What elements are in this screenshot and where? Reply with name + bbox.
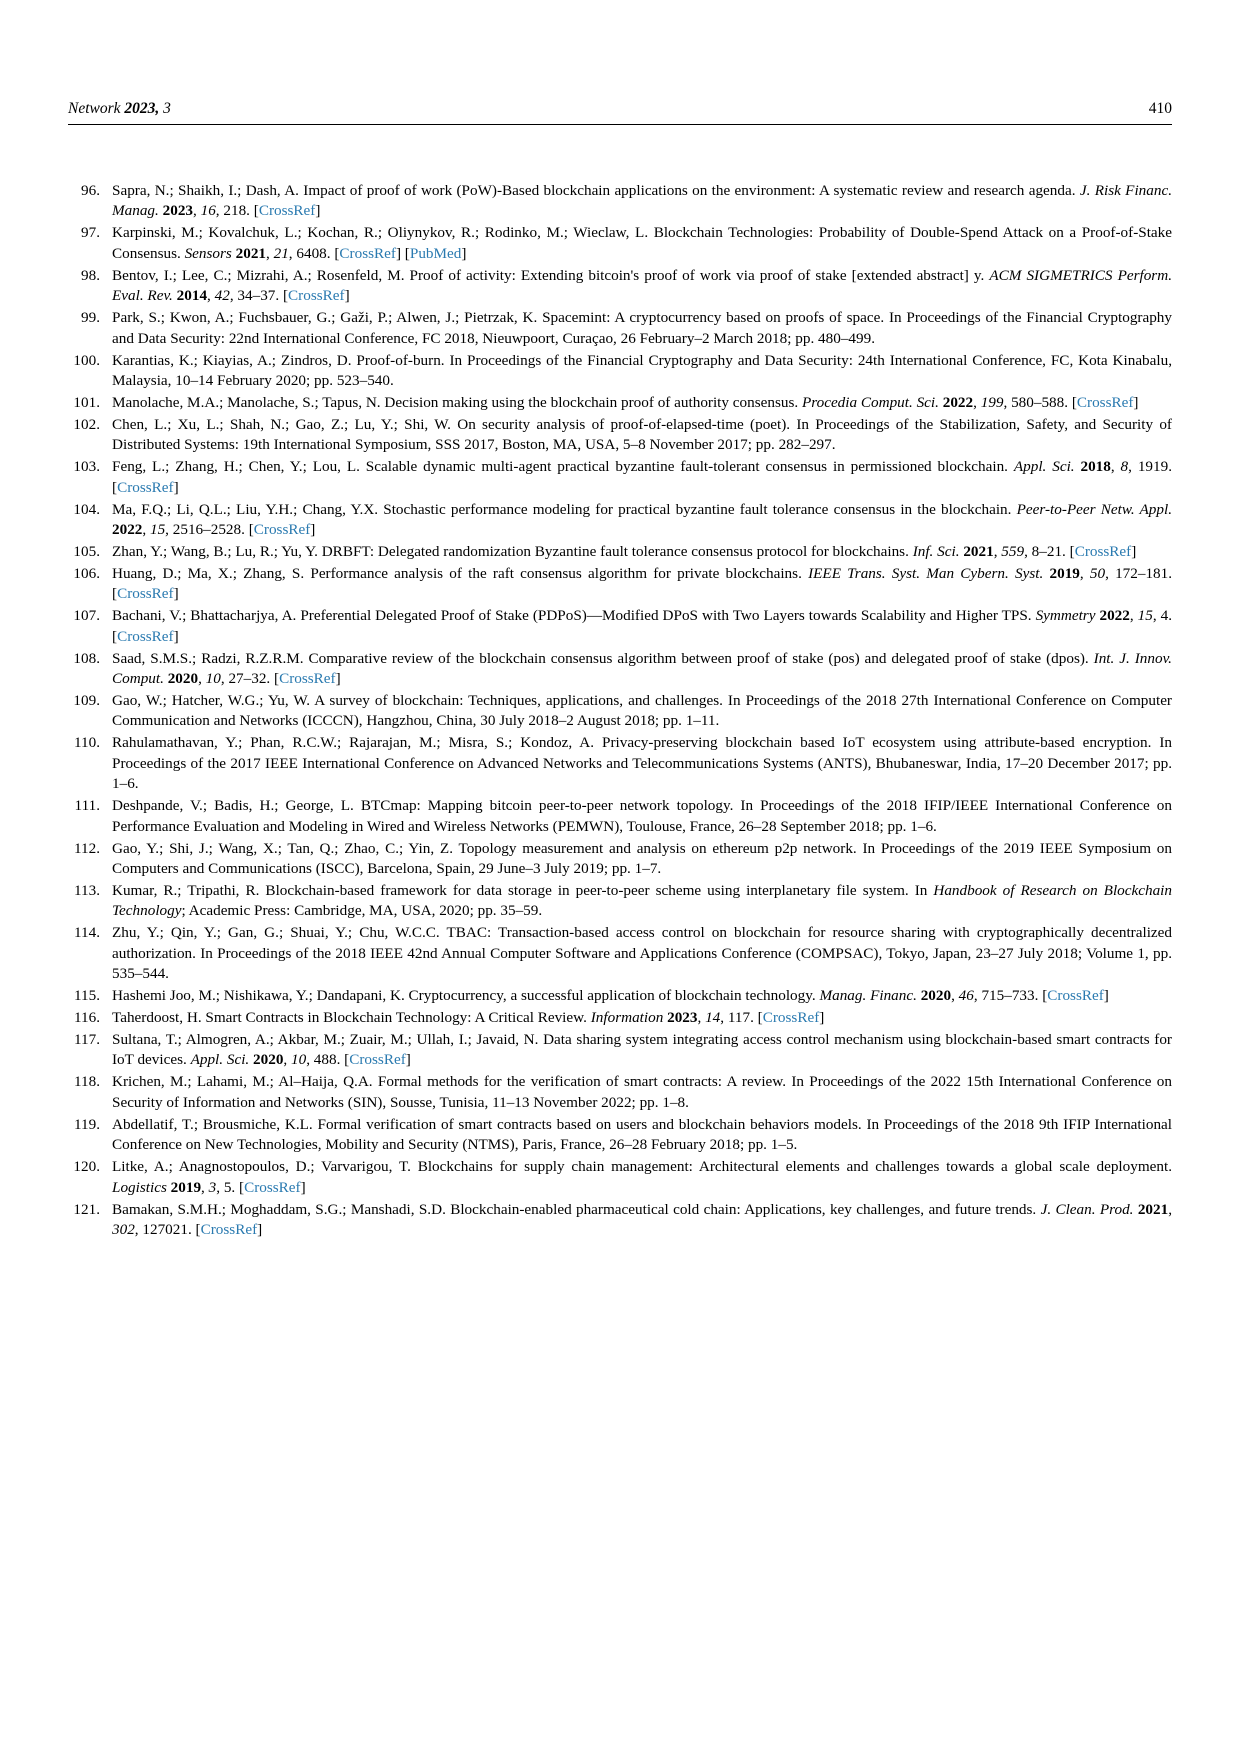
reference-item: [68, 733, 1172, 794]
reference-text: Gao, Y.; Shi, J.; Wang, X.; Tan, Q.; Zhao, C.; Yin, Z. Topology measurement and analysis on ethereum p2p network. In Proceedings of the 2019 IEEE Symposium on Computers and Communications (ISCC), Barcelona, Spain, 29 June–3 July 2019; pp. 1–7.: [112, 839, 1172, 877]
reference-text: Ma, F.Q.; Li, Q.L.; Liu, Y.H.; Chang, Y.X. Stochastic performance modeling for practical byzantine fault tolerance consensus in the blockchain. Peer-to-Peer Netw. Appl. 2022, 15, 2516–2528. [CrossRef]: [112, 500, 1172, 538]
reference-list: [68, 181, 1172, 1240]
crossref-link[interactable]: CrossRef: [288, 287, 345, 305]
reference-item: [68, 606, 1172, 647]
crossref-link[interactable]: CrossRef: [258, 202, 316, 220]
reference-text: Kumar, R.; Tripathi, R. Blockchain-based framework for data storage in peer-to-peer scheme using interplanetary file system. In Handbook of Research on Blockchain Technology; Academic Press: Cambridge, MA, USA, 2020; pp. 35–59.: [112, 881, 1172, 920]
reference-item: [68, 181, 1172, 222]
crossref-link[interactable]: CrossRef: [200, 1220, 258, 1238]
reference-text: Saad, S.M.S.; Radzi, R.Z.R.M. Comparative review of the blockchain consensus algorithm between proof of stake (pos) and delegated proof of stake (dpos). Int. J. Innov. Comput. 2020, 10, 27–32. [CrossRef]: [112, 649, 1172, 688]
reference-text: Karantias, K.; Kiayias, A.; Zindros, D. Proof-of-burn. In Proceedings of the Financial Cryptography and Data Security: 24th International Conference, FC, Kota Kinabalu, Malaysia, 10–14 February 2020; pp. 523–540.: [112, 351, 1172, 389]
reference-item: [68, 415, 1172, 456]
reference-text: Bentov, I.; Lee, C.; Mizrahi, A.; Rosenfeld, M. Proof of activity: Extending bitcoin's proof of work via proof of stake [extended abstract] y. ACM SIGMETRICS Perform. Eval. Rev. 2014, 42, 34–37. [CrossRef]: [112, 266, 1172, 305]
reference-number: 115.: [73, 987, 100, 1005]
reference-number: 106.: [73, 564, 100, 582]
reference-text: Rahulamathavan, Y.; Phan, R.C.W.; Rajarajan, M.; Misra, S.; Kondoz, A. Privacy-preserving blockchain based IoT ecosystem using attribute-based encryption. In Proceedings of the 2017 IEEE International Conference on Advanced Networks and Telecommunications Systems (ANTS), Bhubaneswar, India, 17–20 December 2017; pp. 1–6.: [112, 734, 1172, 793]
reference-number: 101.: [73, 393, 100, 411]
reference-number: 113.: [73, 881, 100, 899]
journal-year: 2023: [124, 100, 156, 117]
reference-item: [68, 796, 1172, 837]
reference-item: [68, 986, 1172, 1006]
crossref-link[interactable]: PubMed: [409, 244, 462, 262]
reference-number: 110.: [73, 734, 100, 752]
crossref-link[interactable]: CrossRef: [1047, 987, 1104, 1005]
reference-text: Hashemi Joo, M.; Nishikawa, Y.; Dandapani, K. Cryptocurrency, a successful application of blockchain technology. Manag. Financ. 2020, 46, 715–733. [CrossRef]: [112, 987, 1109, 1005]
page-header: [68, 100, 1172, 125]
reference-number: 117.: [73, 1031, 100, 1048]
crossref-link[interactable]: CrossRef: [1076, 393, 1134, 411]
reference-number: 112.: [73, 839, 100, 857]
reference-item: [68, 1030, 1172, 1071]
reference-text: Feng, L.; Zhang, H.; Chen, Y.; Lou, L. Scalable dynamic multi-agent practical byzantine fault-tolerant consensus in permissioned blockchain. Appl. Sci. 2018, 8, 1919. [CrossRef]: [112, 458, 1172, 496]
reference-text: Sapra, N.; Shaikh, I.; Dash, A. Impact of proof of work (PoW)-Based blockchain applications on the environment: A systematic review and research agenda. J. Risk Financ. Manag. 2023, 16, 218. [CrossRef]: [112, 182, 1172, 220]
reference-number: 97.: [81, 224, 100, 242]
reference-text: Manolache, M.A.; Manolache, S.; Tapus, N. Decision making using the blockchain proof of authority consensus. Procedia Comput. Sci. 2022, 199, 580–588. [CrossRef]: [112, 393, 1139, 411]
reference-text: Sultana, T.; Almogren, A.; Akbar, M.; Zuair, M.; Ullah, I.; Javaid, N. Data sharing system integrating access control mechanism using blockchain-based smart contracts for IoT devices. Appl. Sci. 2020, 10, 488. [CrossRef]: [112, 1031, 1172, 1069]
crossref-link[interactable]: CrossRef: [244, 1178, 301, 1196]
reference-text: Deshpande, V.; Badis, H.; George, L. BTCmap: Mapping bitcoin peer-to-peer network topology. In Proceedings of the 2018 IFIP/IEEE International Conference on Performance Evaluation and Modeling in Wired and Wireless Networks (PEMWN), Toulouse, France, 26–28 September 2018; pp. 1–6.: [112, 797, 1172, 835]
reference-item: [68, 223, 1172, 264]
crossref-link[interactable]: CrossRef: [117, 585, 174, 603]
reference-number: 98.: [81, 266, 100, 284]
crossref-link[interactable]: CrossRef: [117, 478, 174, 496]
reference-text: Zhan, Y.; Wang, B.; Lu, R.; Yu, Y. DRBFT: Delegated randomization Byzantine fault tolerance consensus protocol for blockchains. Inf. Sci. 2021, 559, 8–21. [CrossRef]: [112, 542, 1137, 560]
reference-number: 107.: [73, 607, 100, 625]
reference-text: Bachani, V.; Bhattacharjya, A. Preferential Delegated Proof of Stake (PDPoS)—Modified DPoS with Two Layers towards Scalability and Higher TPS. Symmetry 2022, 15, 4. [CrossRef]: [112, 607, 1173, 645]
reference-text: Karpinski, M.; Kovalchuk, L.; Kochan, R.; Oliynykov, R.; Rodinko, M.; Wieclaw, L. Blockchain Technologies: Probability of Double-Spend Attack on a Proof-of-Stake Consensus. Sensors 2021, 21, 6408. [CrossRef] [PubMed]: [112, 224, 1172, 262]
reference-number: 96.: [81, 182, 100, 199]
reference-text: Chen, L.; Xu, L.; Shah, N.; Gao, Z.; Lu, Y.; Shi, W. On security analysis of proof-of-elapsed-time (poet). In Proceedings of the Stabilization, Safety, and Security of Distributed Systems: 19th International Symposium, SSS 2017, Boston, MA, USA, 5–8 November 2017; pp. 282–297.: [112, 415, 1172, 454]
reference-item: [68, 393, 1172, 413]
reference-item: [68, 542, 1172, 562]
reference-text: Huang, D.; Ma, X.; Zhang, S. Performance analysis of the raft consensus algorithm for private blockchains. IEEE Trans. Syst. Man Cybern. Syst. 2019, 50, 172–181. [CrossRef]: [112, 564, 1173, 603]
reference-text: Zhu, Y.; Qin, Y.; Gan, G.; Shuai, Y.; Chu, W.C.C. TBAC: Transaction-based access control on blockchain for resource sharing with cryptographically decentralized authorization. In Proceedings of the 2018 IEEE 42nd Annual Computer Software and Applications Conference (COMPSAC), Tokyo, Japan, 23–27 July 2018; Volume 1, pp. 535–544.: [112, 924, 1172, 983]
crossref-link[interactable]: CrossRef: [349, 1051, 406, 1069]
reference-number: 114.: [73, 924, 100, 942]
reference-number: 119.: [73, 1115, 100, 1133]
crossref-link[interactable]: CrossRef: [1074, 542, 1132, 560]
crossref-link[interactable]: CrossRef: [117, 627, 174, 645]
reference-number: 104.: [73, 500, 100, 518]
reference-number: 99.: [81, 309, 100, 327]
crossref-link[interactable]: CrossRef: [253, 521, 311, 538]
reference-number: 103.: [73, 458, 100, 476]
reference-number: 108.: [73, 649, 100, 667]
reference-item: [68, 500, 1172, 541]
reference-item: [68, 923, 1172, 984]
reference-number: 121.: [73, 1200, 100, 1218]
reference-number: 102.: [73, 415, 100, 433]
crossref-link[interactable]: CrossRef: [279, 670, 336, 688]
crossref-link[interactable]: CrossRef: [762, 1009, 820, 1027]
reference-text: Krichen, M.; Lahami, M.; Al–Haija, Q.A. Formal methods for the verification of smart contracts: A review. In Proceedings of the 2022 15th International Conference on Security of Information and Networks (SIN), Sousse, Tunisia, 11–13 November 2022; pp. 1–8.: [112, 1073, 1172, 1111]
reference-item: [68, 1008, 1172, 1028]
reference-text: Bamakan, S.M.H.; Moghaddam, S.G.; Manshadi, S.D. Blockchain-enabled pharmaceutical cold chain: Applications, key challenges, and future trends. J. Clean. Prod. 2021, 302, 127021. [CrossRef]: [112, 1200, 1172, 1238]
reference-item: [68, 266, 1172, 307]
reference-item: [68, 691, 1172, 732]
reference-text: Taherdoost, H. Smart Contracts in Blockchain Technology: A Critical Review. Information 2023, 14, 117. [CrossRef]: [112, 1009, 825, 1027]
reference-item: [68, 1115, 1172, 1156]
reference-item: [68, 881, 1172, 922]
reference-item: [68, 457, 1172, 498]
reference-text: Gao, W.; Hatcher, W.G.; Yu, W. A survey of blockchain: Techniques, applications, and challenges. In Proceedings of the 2018 27th International Conference on Computer Communication and Networks (ICCCN), Hangzhou, China, 30 July 2018–2 August 2018; pp. 1–11.: [112, 692, 1172, 730]
crossref-link[interactable]: CrossRef: [339, 244, 396, 262]
reference-text: Park, S.; Kwon, A.; Fuchsbauer, G.; Gaži, P.; Alwen, J.; Pietrzak, K. Spacemint: A cryptocurrency based on proofs of space. In Proceedings of the Financial Cryptography and Data Security: 22nd International Conference, FC 2018, Nieuwpoort, Curaçao, 26 February–2 March 2018; pp. 480–499.: [112, 309, 1172, 347]
reference-number: 109.: [73, 692, 100, 709]
page-number: 410: [1148, 100, 1172, 117]
reference-item: [68, 1072, 1172, 1113]
reference-item: [68, 308, 1172, 349]
reference-number: 116.: [73, 1009, 100, 1027]
reference-text: Litke, A.; Anagnostopoulos, D.; Varvarigou, T. Blockchains for supply chain management: Architectural elements and challenges towards a global scale deployment. Logistics 2019, 3, 5. [CrossRef]: [112, 1158, 1172, 1196]
reference-item: [68, 564, 1172, 605]
journal-name: Network: [68, 100, 121, 117]
reference-item: [68, 839, 1172, 880]
reference-number: 105.: [73, 542, 100, 560]
reference-item: [68, 1200, 1172, 1241]
reference-number: 111.: [74, 797, 100, 815]
running-head: Network 2023, 3: [68, 100, 171, 117]
reference-text: Abdellatif, T.; Brousmiche, K.L. Formal verification of smart contracts based on users and blockchain behaviors models. In Proceedings of the 2018 9th IFIP International Conference on New Technologies, Mobility and Security (NTMS), Paris, France, 26–28 February 2018; pp. 1–5.: [112, 1115, 1172, 1154]
reference-item: [68, 649, 1172, 690]
reference-number: 100.: [73, 351, 100, 369]
journal-volume: 3: [163, 100, 171, 117]
reference-item: [68, 1157, 1172, 1198]
reference-item: [68, 351, 1172, 392]
reference-number: 118.: [73, 1073, 100, 1091]
reference-number: 120.: [73, 1158, 100, 1176]
